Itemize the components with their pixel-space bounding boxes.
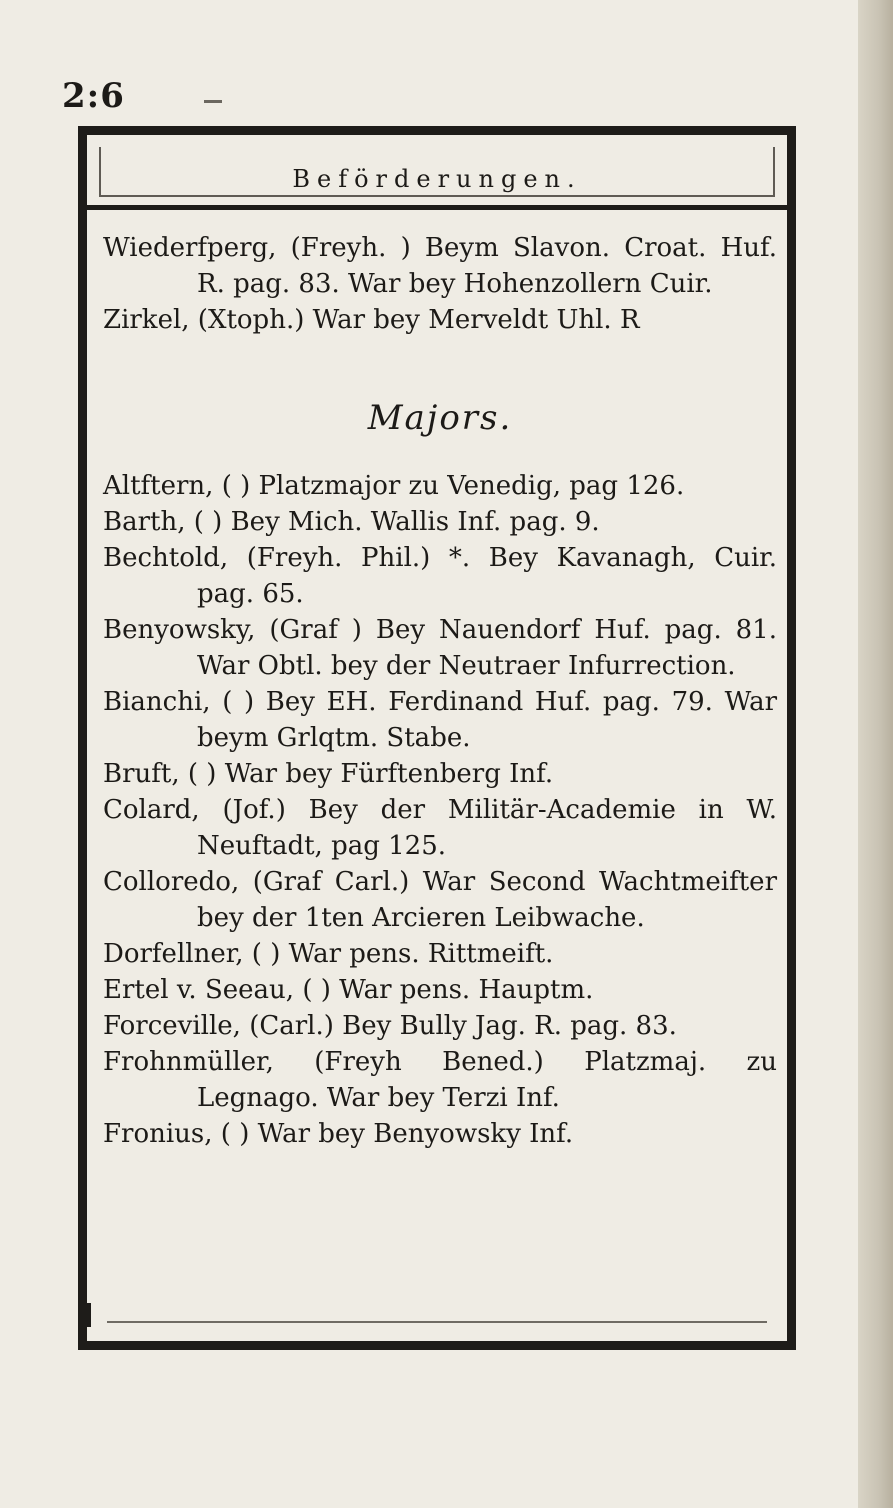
entry-barth: Barth, ( ) Bey Mich. Wallis Inf. pag. 9.	[103, 507, 600, 537]
page-number: 2:6	[62, 76, 125, 116]
header-row	[87, 135, 787, 210]
entries-content	[103, 230, 777, 1152]
entry-forceville: Forceville, (Carl.) Bey Bully Jag. R. pag. 83.	[103, 1011, 677, 1041]
entry-colard: Colard, (Jof.) Bey der Militär-Academie in W. Neuftadt, pag 125.	[103, 795, 777, 861]
entry-colloredo: Colloredo, (Graf Carl.) War Second Wachtmeifter bey der 1ten Arcieren Leibwache.	[103, 867, 777, 933]
header-title: Beförderungen.	[292, 165, 582, 193]
entry-bechtold: Bechtold, (Freyh. Phil.) *. Bey Kavanagh, Cuir. pag. 65.	[103, 543, 777, 609]
entry-benyowsky: Benyowsky, (Graf ) Bey Nauendorf Huf. pag. 81. War Obtl. bey der Neutraer Infurrection.	[103, 615, 777, 681]
bordered-frame	[78, 126, 796, 1350]
entry-bruft: Bruft, ( ) War bey Fürftenberg Inf.	[103, 759, 554, 789]
section-spacer	[103, 338, 777, 392]
entry-frohnmueller: Frohnmüller, (Freyh Bened.) Platzmaj. zu Legnago. War bey Terzi Inf.	[103, 1047, 777, 1113]
entry-wiederfperg: Wiederfperg, (Freyh. ) Beym Slavon. Croat. Huf. R. pag. 83. War bey Hohenzollern Cuir.	[103, 233, 777, 299]
entry-altftern: Altftern, ( ) Platzmajor zu Venedig, pag 126.	[103, 471, 685, 501]
adjacent-page-edge	[858, 0, 893, 1508]
entry-bianchi: Bianchi, ( ) Bey EH. Ferdinand Huf. pag. 79. War beym Grlqtm. Stabe.	[103, 687, 777, 753]
entry-zirkel: Zirkel, (Xtoph.) War bey Merveldt Uhl. R	[103, 305, 640, 335]
page-dash	[204, 100, 222, 103]
section-title-majors: Majors.	[367, 398, 513, 438]
entry-dorfellner: Dorfellner, ( ) War pens. Rittmeift.	[103, 939, 554, 969]
bottom-rule	[107, 1321, 767, 1323]
bottom-corner-mark	[87, 1303, 91, 1327]
entry-fronius: Fronius, ( ) War bey Benyowsky Inf.	[103, 1119, 574, 1149]
entry-ertel: Ertel v. Seeau, ( ) War pens. Hauptm.	[103, 975, 594, 1005]
